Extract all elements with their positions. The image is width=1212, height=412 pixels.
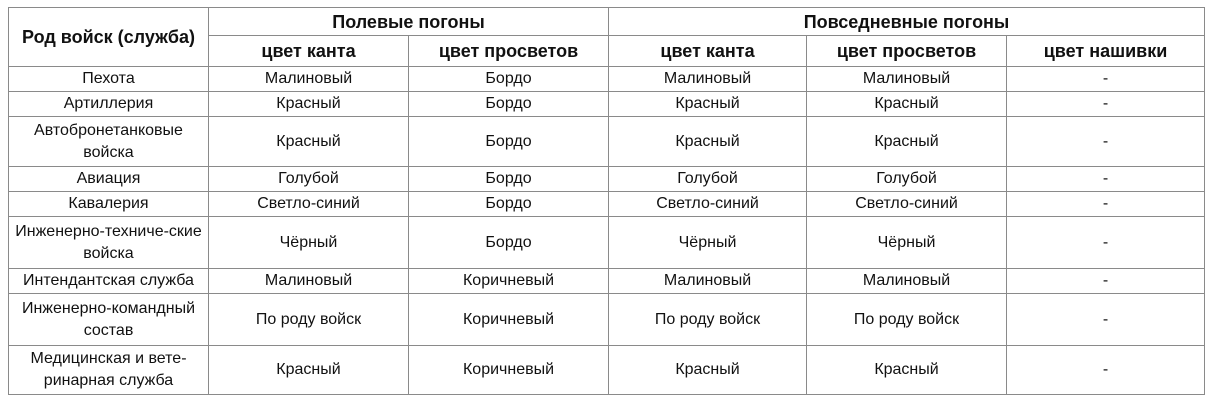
table-row: [9, 167, 1205, 192]
table-row: [9, 192, 1205, 217]
header-field-piping-color: цвет канта: [209, 36, 409, 67]
header-field-stripe-color: цвет просветов: [409, 36, 609, 67]
branch-cell: Интендантская служба: [9, 269, 209, 294]
table-cell: Красный: [609, 92, 807, 117]
branch-cell: Инженерно-техниче-ские войска: [9, 217, 209, 269]
table-cell: -: [1007, 346, 1205, 395]
table-cell: Голубой: [209, 167, 409, 192]
table-cell: Коричневый: [409, 346, 609, 395]
branch-cell: Кавалерия: [9, 192, 209, 217]
table-cell: Бордо: [409, 192, 609, 217]
table-row: [9, 294, 1205, 346]
table-cell: Чёрный: [209, 217, 409, 269]
table-cell: Чёрный: [807, 217, 1007, 269]
table-cell: Бордо: [409, 217, 609, 269]
table-row: [9, 67, 1205, 92]
branch-cell: Инженерно-командный состав: [9, 294, 209, 346]
table-cell: Малиновый: [609, 269, 807, 294]
table-cell: -: [1007, 167, 1205, 192]
shoulder-straps-table-container: [8, 7, 1205, 395]
table-cell: Малиновый: [609, 67, 807, 92]
table-cell: Малиновый: [807, 269, 1007, 294]
table-cell: Красный: [807, 346, 1007, 395]
table-row: [9, 217, 1205, 269]
header-branch: Род войск (служба): [9, 8, 209, 67]
table-cell: Красный: [209, 117, 409, 167]
table-cell: Красный: [609, 117, 807, 167]
header-field-straps: Полевые погоны: [209, 8, 609, 36]
table-cell: Малиновый: [209, 269, 409, 294]
table-row: [9, 117, 1205, 167]
table-cell: -: [1007, 269, 1205, 294]
table-cell: По роду войск: [209, 294, 409, 346]
table-cell: Голубой: [807, 167, 1007, 192]
header-everyday-piping-color: цвет канта: [609, 36, 807, 67]
table-cell: -: [1007, 294, 1205, 346]
table-cell: Малиновый: [209, 67, 409, 92]
table-cell: Коричневый: [409, 269, 609, 294]
table-cell: Бордо: [409, 92, 609, 117]
table-cell: По роду войск: [609, 294, 807, 346]
branch-cell: Авиация: [9, 167, 209, 192]
branch-cell: Медицинская и вете-ринарная служба: [9, 346, 209, 395]
header-everyday-stripe-color: цвет просветов: [807, 36, 1007, 67]
table-cell: Светло-синий: [209, 192, 409, 217]
table-row: [9, 92, 1205, 117]
table-cell: -: [1007, 67, 1205, 92]
table-cell: Красный: [807, 117, 1007, 167]
table-cell: Красный: [209, 92, 409, 117]
table-cell: -: [1007, 192, 1205, 217]
table-cell: Малиновый: [807, 67, 1007, 92]
table-cell: Красный: [209, 346, 409, 395]
table-cell: По роду войск: [807, 294, 1007, 346]
table-row: [9, 269, 1205, 294]
table-cell: -: [1007, 117, 1205, 167]
branch-cell: Пехота: [9, 67, 209, 92]
table-cell: Бордо: [409, 117, 609, 167]
table-cell: Бордо: [409, 67, 609, 92]
table-cell: -: [1007, 217, 1205, 269]
table-cell: Чёрный: [609, 217, 807, 269]
branch-cell: Артиллерия: [9, 92, 209, 117]
shoulder-straps-table: [8, 7, 1205, 395]
table-cell: Голубой: [609, 167, 807, 192]
table-cell: Коричневый: [409, 294, 609, 346]
header-everyday-patch-color: цвет нашивки: [1007, 36, 1205, 67]
table-cell: -: [1007, 92, 1205, 117]
table-cell: Светло-синий: [807, 192, 1007, 217]
table-row: [9, 346, 1205, 395]
table-cell: Красный: [807, 92, 1007, 117]
table-cell: Светло-синий: [609, 192, 807, 217]
branch-cell: Автобронетанковые войска: [9, 117, 209, 167]
table-cell: Бордо: [409, 167, 609, 192]
header-everyday-straps: Повседневные погоны: [609, 8, 1205, 36]
table-cell: Красный: [609, 346, 807, 395]
